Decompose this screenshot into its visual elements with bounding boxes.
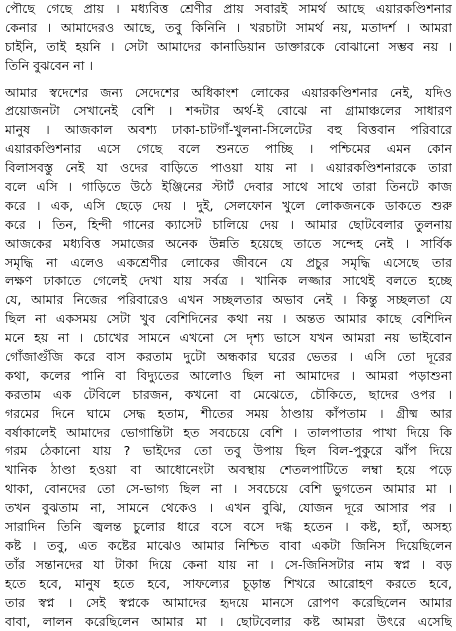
paragraph [5, 0, 452, 76]
text-line: মানুষ । আজকাল অবশ্য ঢাকা-চাটগাঁ-খুলনা-সিলেটের বহু বিত্তবান পরিবারে [5, 121, 452, 140]
text-line: লক্ষণ ঢাকাতে গেলেই দেখা যায় সর্বত্র । খানিক লজ্জার সাথেই বলতে হচ্ছে [5, 272, 452, 291]
text-line: কষ্ট । তবু, এত কষ্টের মাঝেও আমার নিশ্চিত বাবা একটা জিনিস দিয়েছিলেন [5, 537, 452, 556]
text-line: সমৃদ্ধি না এলেও একশ্রেণীর লোকের জীবনে যে প্রচুর সমৃদ্ধি এসেছে তার [5, 254, 452, 273]
text-line: তিনি বুঝবেন না । [5, 57, 452, 76]
text-line: সারাদিন তিনি জ্বলন্ত চুলোর ধারে বসে বসে দগ্ধ হতেন । কষ্ট, হ্যাঁ, অসহ্য [5, 518, 452, 537]
text-line: ছিল না একসময় সেটা খুব বেশিদিনের কথা নয় । অন্তত আমার কাছে বেশিদিন [5, 310, 452, 329]
text-line: করতাম এক টেবিলে চারজন, কখনো বা মেঝেতে, চৌকিতে, ছাদের ওপর । [5, 386, 452, 405]
text-line: চাইনি, তাই হয়নি । সেটা আমাদের কানাডিয়ান ডাক্তারকে বোঝানো সম্ভব নয় । [5, 38, 452, 57]
text-line: এয়ারকণ্ডিশনার এসে গেছে বলে শুনতে পাচ্ছি । পশ্চিমের এমন কোন [5, 140, 452, 159]
text-line: বিলাসবস্তু নেই যা ওদের বাড়িতে পাওয়া যায় না । এয়ারকণ্ডিশনারকে তারা [5, 159, 452, 178]
text-line: গরম ঠেকানো যায় ? ভাইদের তো তবু উপায় ছিল বিল-পুকুরে ঝাঁপ দিয়ে [5, 442, 452, 461]
paragraph [5, 84, 452, 631]
text-line: কথা, কলের পানি বা বিদ্যুতের আলোও ছিল না আমাদের । আমরা পড়াশুনা [5, 367, 452, 386]
text-line: বাবা, লালন করেছিলেন আমার মা । ছোটবেলার কষ্ট আমরা উৎরে এসেছি [5, 613, 452, 631]
text-line: কেনার । আমাদেরও আছে, তবু কিনিনি । খরচাটা সামর্থ নয়, মতাদর্শ । আমরা [5, 19, 452, 38]
text-line: মনে হয় না । চোখের সামনে এখনো সে দৃশ্য ভাসে যখন আমরা নয় ভাইবোন [5, 329, 452, 348]
text-line: গরমের দিনে ঘামে সেদ্ধ হতাম, শীতের সময় ঠাণ্ডায় কাঁপতাম । গ্রীষ্ম আর [5, 405, 452, 424]
text-line: বলে এসি । গাড়িতে উঠে ইঞ্জিনের স্টার্ট দেবার সাথে সাথে তারা তিনটে কাজ [5, 178, 452, 197]
text-line: গোঁজাগুঁজি করে বাস করতাম দুটো অন্ধকার ঘরের ভেতর । এসি তো দূরের [5, 348, 452, 367]
text-line: প্রয়োজনটা সেখানেই বেশি । শব্দটার অর্থ-ই বোঝে না গ্রামাঞ্চলের সাধারণ [5, 102, 452, 121]
text-line: করে । এক, এসি ছেড়ে দেয় । দুই, সেলফোন খুলে লোকজনকে ডাকতে শুরু [5, 197, 452, 216]
text-line: তাঁর সন্তানদের যা টাকা দিয়ে কেনা যায় না । সে-জিনিসটার নাম স্বপ্ন । বড় [5, 556, 452, 575]
text-line: তার স্বপ্ন । সেই স্বপ্নকে আমাদের হৃদয়ে মানসে রোপণ করেছিলেন আমার [5, 594, 452, 613]
text-line: বর্ষাকালেই আমাদের ভোগান্তিটা হত সবচেয়ে বেশি । তালপাতার পাখা দিয়ে কি [5, 424, 452, 443]
text-line: যে, আমার নিজের পরিবারেও এখন সচ্ছলতার অভাব নেই । কিন্তু সচ্ছলতা যে [5, 291, 452, 310]
text-line: থাকা, বোনদের তো সে-ভাগ্য ছিল না । সবচেয়ে বেশি ভুগতেন আমার মা । [5, 480, 452, 499]
text-line: তখন বুঝতাম না, সামনে থেকেও । এখন বুঝি, যোজন দূরে আসার পর । [5, 499, 452, 518]
text-line: আজকের মধ্যবিত্ত সমাজের অনেক উন্নতি হয়েছে তাতে সন্দেহ নেই । সার্বিক [5, 235, 452, 254]
text-line: পৌছে গেছে প্রায় । মধ্যবিত্ত শ্রেণীর প্রায় সবারই সামর্থ আছে এয়ারকণ্ডিশনার [5, 0, 452, 19]
text-line: আমার স্বদেশের জন্য সেদেশের অধিকাংশ লোকের এয়ারকণ্ডিশনার নেই, যদিও [5, 84, 452, 103]
text-line: করে । তিন, হিন্দী গানের ক্যাসেট চালিয়ে দেয় । আমার ছোটবেলার তুলনায় [5, 216, 452, 235]
text-line: হতে হবে, মানুষ হতে হবে, সাফল্যের চূড়ান্ত শিখরে আরোহণ করতে হবে, [5, 575, 452, 594]
text-line: খানিক ঠাণ্ডা হওয়া বা আধোনেংটা অবস্থায় শেতলপাটিতে লম্বা হয়ে পড়ে [5, 461, 452, 480]
